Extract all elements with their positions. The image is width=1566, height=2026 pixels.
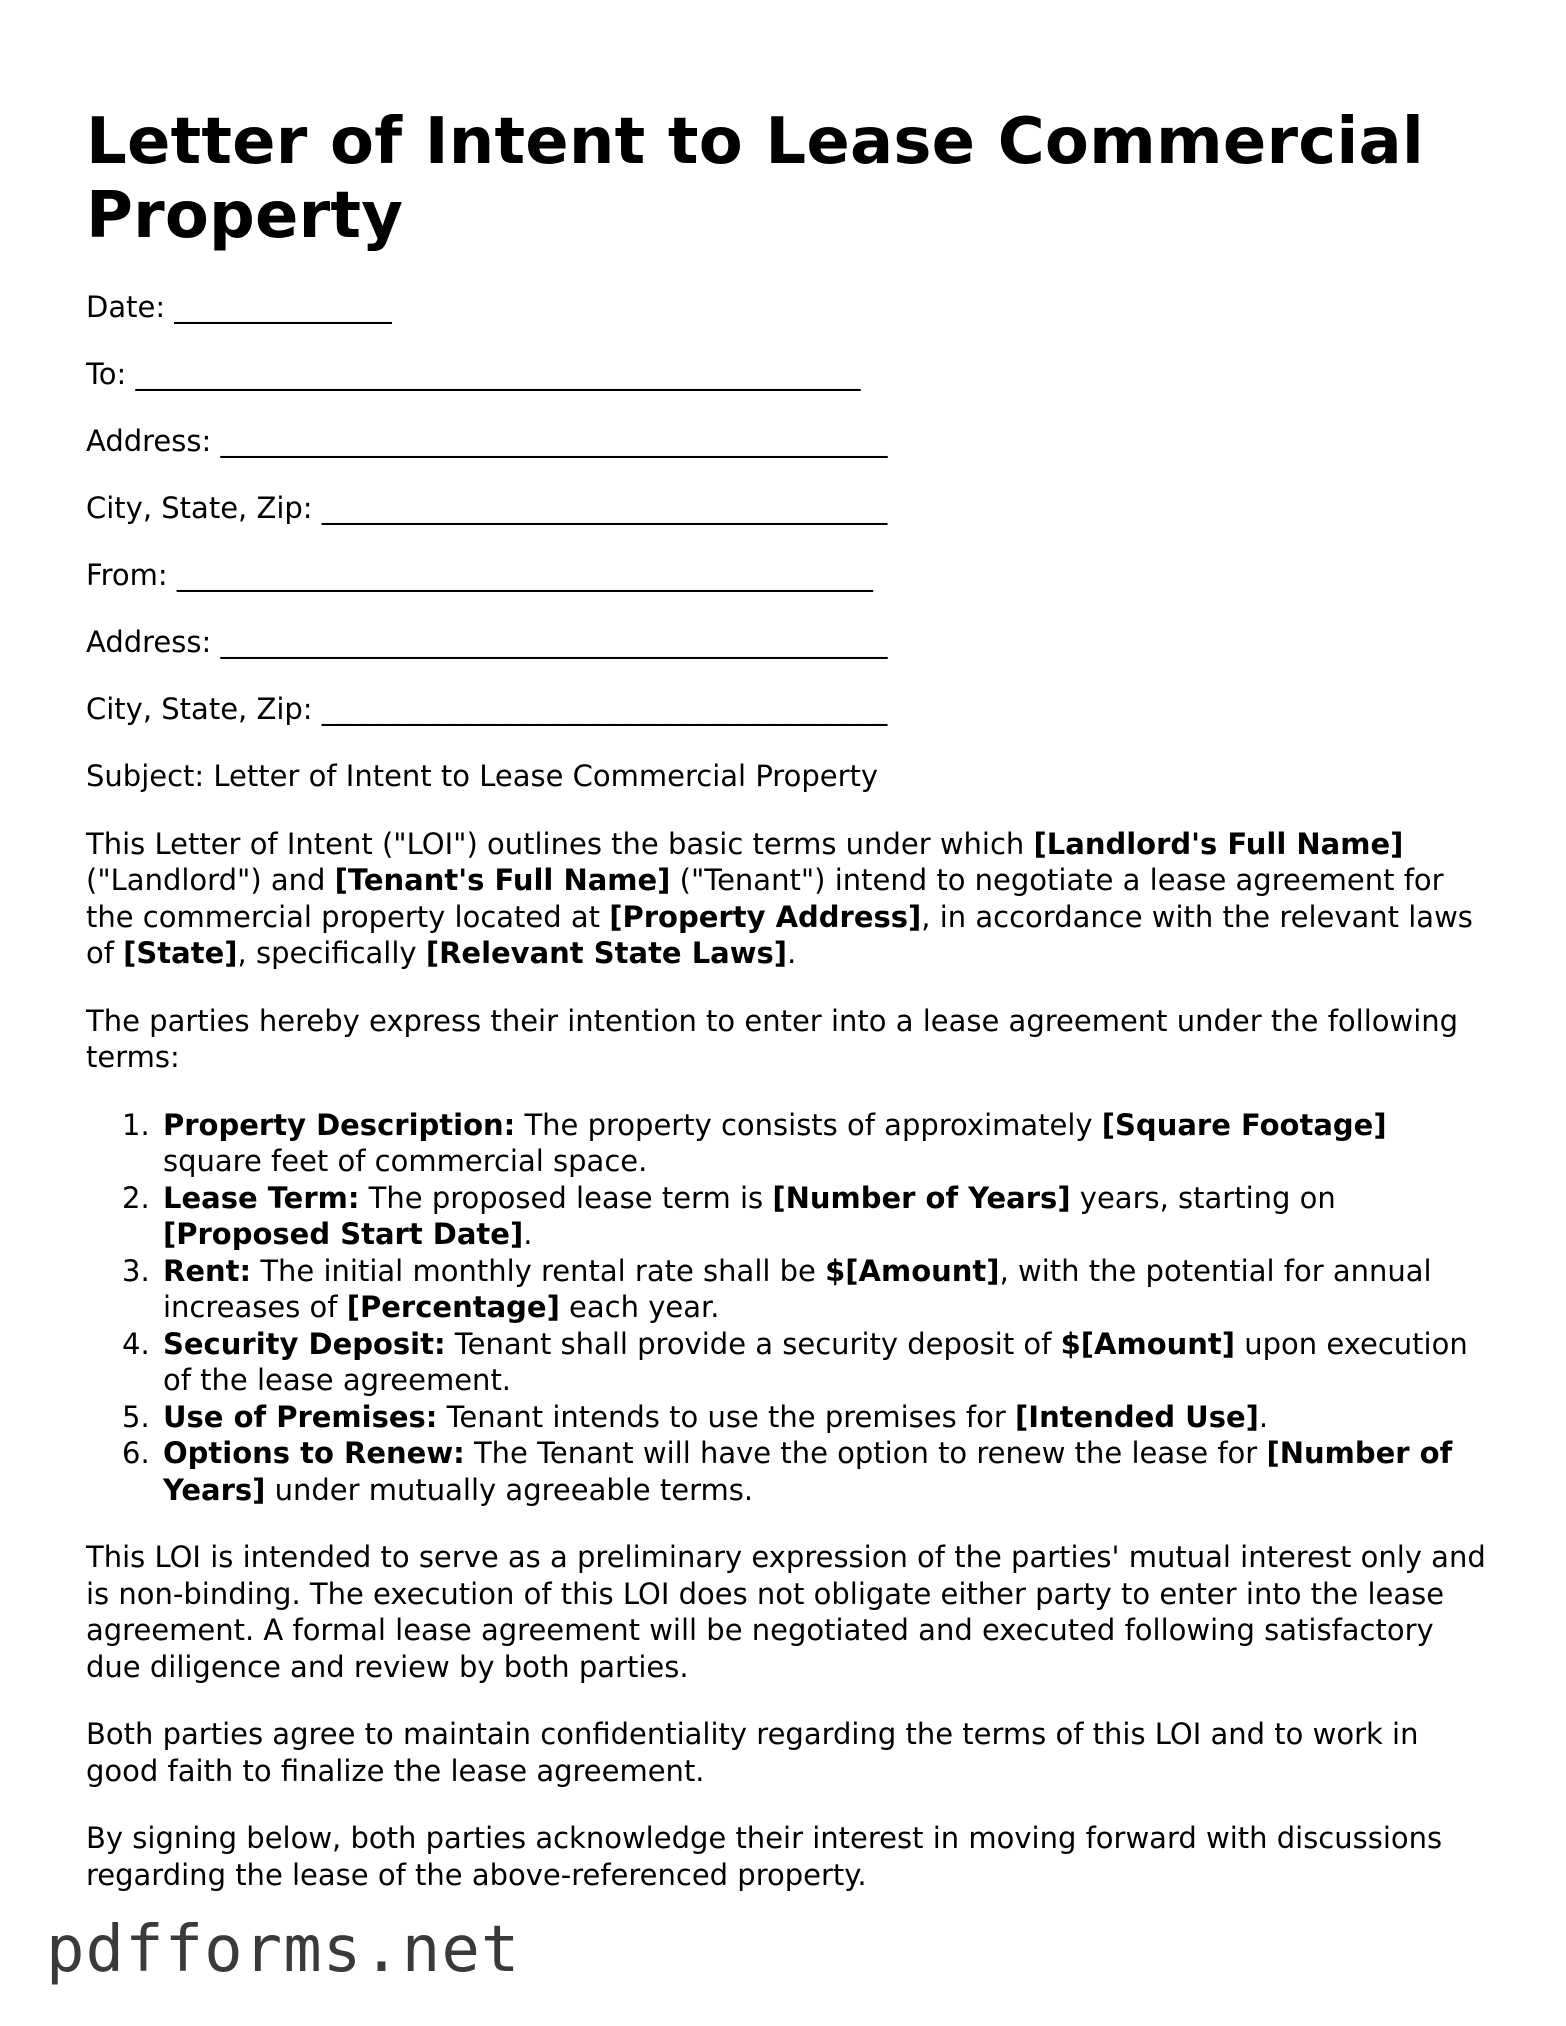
- to-field[interactable]: To: __________________________________________________: [86, 357, 861, 391]
- term-placeholder: $[Amount]: [1060, 1326, 1236, 1361]
- from-address-field[interactable]: Address: ______________________________________________: [86, 625, 888, 659]
- term-placeholder: [Number of Years]: [772, 1180, 1071, 1215]
- subject-line: Subject: Letter of Intent to Lease Commercial Property: [86, 759, 879, 793]
- term-placeholder: [Square Footage]: [1101, 1107, 1387, 1142]
- term-number: 6.: [122, 1436, 150, 1470]
- term-text: years, starting on: [1070, 1180, 1336, 1215]
- term-item-options-to-renew: [86, 1435, 1486, 1508]
- from-field[interactable]: From: ________________________________________________: [86, 558, 873, 592]
- term-text: upon execution of the lease agreement.: [163, 1326, 1468, 1397]
- term-text: each year.: [559, 1290, 720, 1324]
- term-text: The initial monthly rental rate shall be: [251, 1253, 826, 1288]
- term-text: The property consists of approximately: [515, 1107, 1102, 1142]
- term-placeholder: [Proposed Start Date]: [163, 1217, 524, 1251]
- term-number: 2.: [122, 1180, 150, 1215]
- intro-text: , specifically: [237, 936, 426, 970]
- term-label: Property Description:: [163, 1107, 516, 1142]
- term-item-lease-term: [86, 1180, 1486, 1253]
- term-text: Tenant shall provide a security deposit of: [445, 1326, 1061, 1361]
- term-placeholder: [Number of Years]: [163, 1436, 1453, 1507]
- term-label: Options to Renew:: [163, 1436, 465, 1470]
- term-label: Lease Term:: [163, 1180, 360, 1215]
- term-number: 4.: [122, 1326, 150, 1361]
- term-number: 1.: [122, 1107, 150, 1142]
- intro-text: , in accordance with the relevant laws of: [86, 899, 1473, 970]
- term-text: square feet of commercial space.: [163, 1144, 648, 1178]
- parties-intro-paragraph: The parties hereby express their intention to enter into a lease agreement under the following terms:: [86, 1003, 1459, 1074]
- pdfforms-watermark: pdfforms.net: [46, 1913, 521, 1987]
- date-field[interactable]: Date: _______________: [86, 290, 392, 324]
- intro-text: This Letter of Intent ("LOI") outlines the basic terms under which: [86, 826, 1034, 861]
- landlord-name-placeholder: [Landlord's Full Name]: [1033, 826, 1404, 861]
- term-text: , with the potential for annual increases of: [163, 1253, 1432, 1324]
- terms-list: [86, 1107, 1486, 1509]
- intro-paragraph: [86, 826, 1486, 972]
- term-item-rent: [86, 1253, 1486, 1326]
- term-text: Tenant intends to use the premises for: [437, 1399, 1016, 1434]
- state-laws-placeholder: [Relevant State Laws]: [425, 936, 788, 970]
- document-page: [86, 105, 1486, 1924]
- term-label: Rent:: [163, 1253, 252, 1288]
- term-number: 3.: [122, 1253, 150, 1288]
- signing-paragraph: By signing below, both parties acknowledge their interest in moving forward with discussions regarding the lease of the above-referenced property.: [86, 1821, 1443, 1892]
- term-item-use-of-premises: [86, 1399, 1486, 1436]
- intro-text: .: [787, 936, 797, 970]
- term-label: Security Deposit:: [163, 1326, 446, 1361]
- term-text: .: [1258, 1399, 1269, 1434]
- term-text: The Tenant will have the option to renew the lease for: [464, 1436, 1267, 1470]
- term-placeholder: [Percentage]: [346, 1290, 560, 1324]
- term-placeholder: $[Amount]: [825, 1253, 1000, 1288]
- intro-text: ("Tenant") intend to negotiate a lease agreement for the commercial property located at: [86, 863, 1444, 934]
- term-placeholder: [Intended Use]: [1015, 1399, 1259, 1434]
- property-address-placeholder: [Property Address]: [609, 899, 922, 934]
- from-city-state-zip-field[interactable]: City, State, Zip: _______________________________________: [86, 692, 888, 726]
- term-text: .: [523, 1217, 533, 1251]
- document-title: Letter of Intent to Lease Commercial Property: [86, 105, 1425, 253]
- confidentiality-paragraph: Both parties agree to maintain confidentiality regarding the terms of this LOI and to work in good faith to finalize the lease agreement.: [86, 1717, 1419, 1788]
- state-placeholder: [State]: [123, 936, 238, 970]
- term-text: under mutually agreeable terms.: [265, 1472, 754, 1507]
- tenant-name-placeholder: [Tenant's Full Name]: [334, 863, 671, 897]
- term-item-property-description: [86, 1107, 1486, 1180]
- nonbinding-paragraph: This LOI is intended to serve as a preliminary expression of the parties' mutual interest only and is non-binding. The execution of this LOI does not obligate either party to enter into the lease agreement. A formal lease agreement will be negotiated and executed following satisfactory due diligence and review by both parties.: [86, 1540, 1486, 1684]
- term-label: Use of Premises:: [163, 1399, 438, 1434]
- term-text: The proposed lease term is: [359, 1180, 773, 1215]
- term-number: 5.: [122, 1399, 150, 1434]
- to-city-state-zip-field[interactable]: City, State, Zip: _______________________________________: [86, 491, 888, 525]
- to-address-field[interactable]: Address: ______________________________________________: [86, 424, 888, 458]
- intro-text: ("Landlord") and: [86, 863, 335, 897]
- term-item-security-deposit: [86, 1326, 1486, 1399]
